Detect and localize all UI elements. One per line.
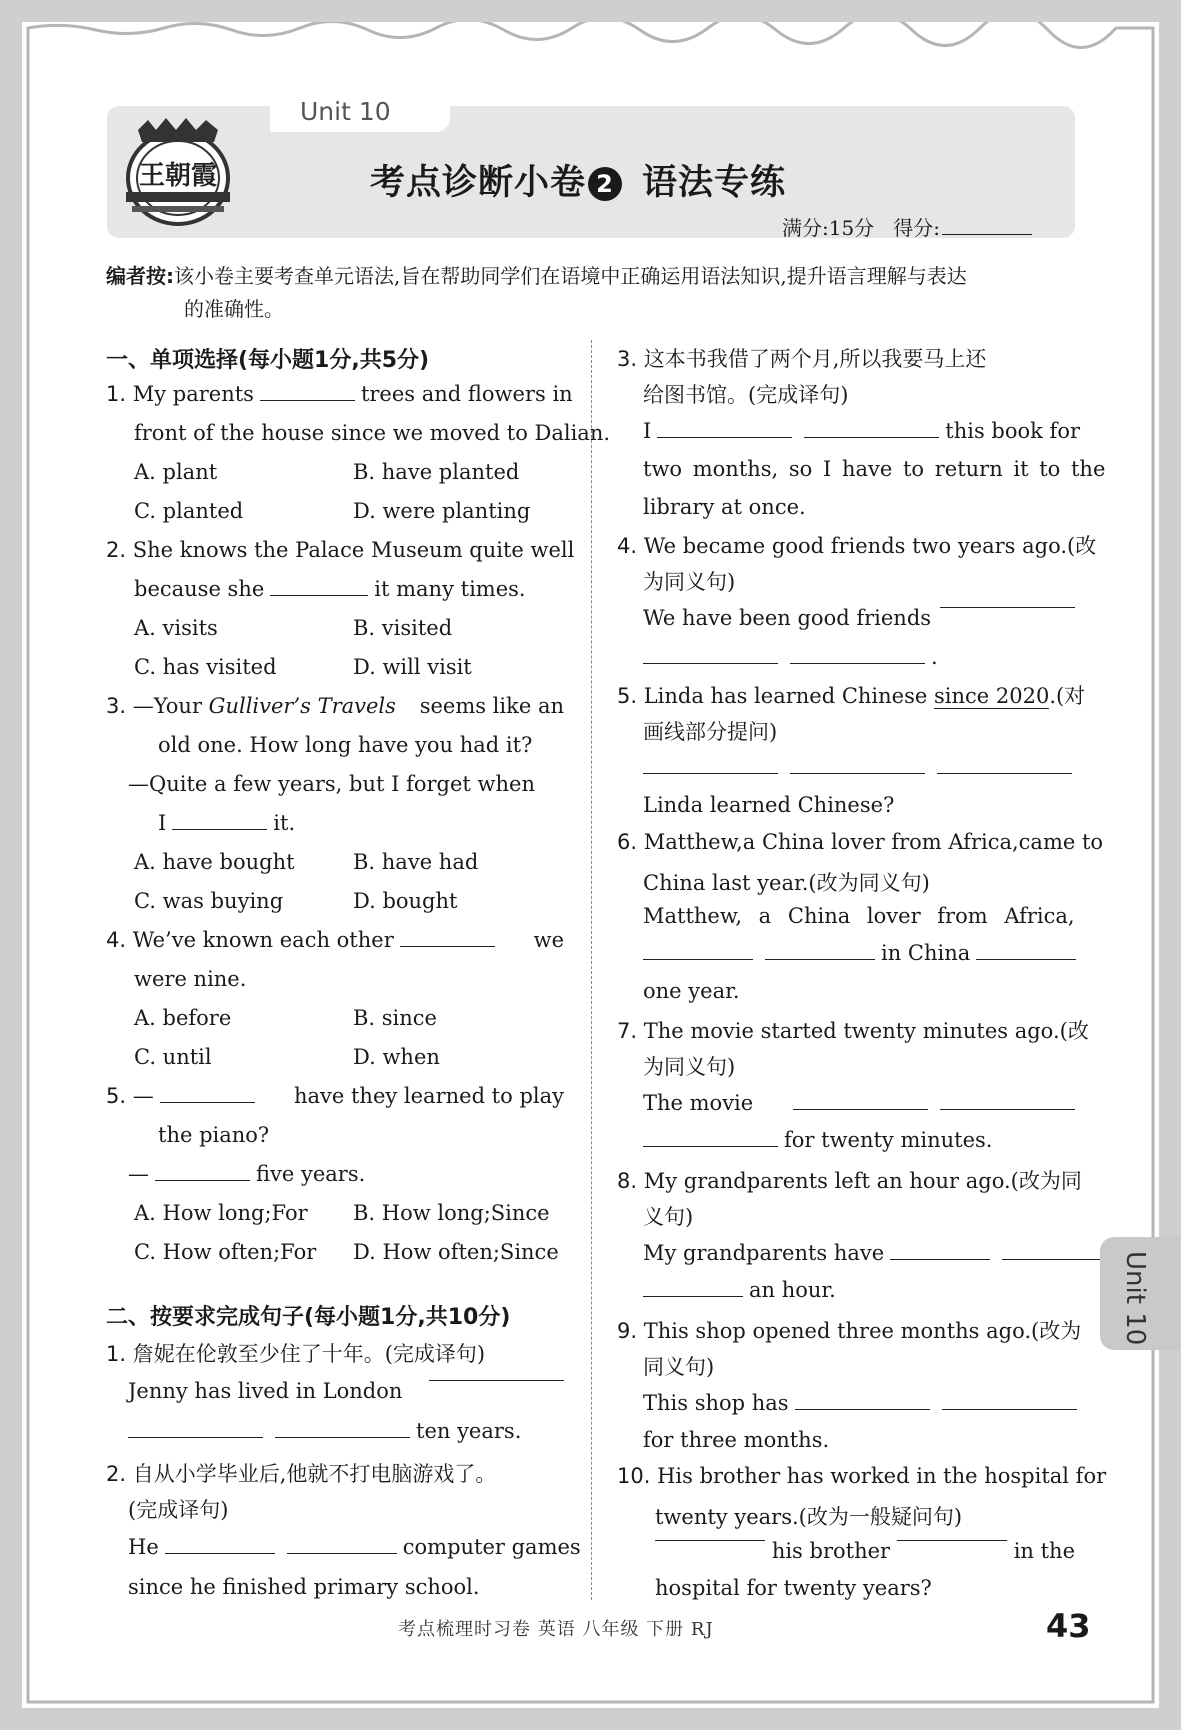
question-line: 3. 这本书我借了两个月,所以我要马上还	[617, 347, 987, 371]
question-line: 1. My parents trees and flowers in	[106, 382, 573, 406]
question-line: 7. The movie started twenty minutes ago.(改	[617, 1019, 1089, 1043]
section-heading: 一、单项选择(每小题1分,共5分)	[106, 348, 430, 373]
question-line: 2. 自从小学毕业后,他就不打电脑游戏了。	[106, 1462, 497, 1486]
page-title: 考点诊断小卷 2 语法专练	[370, 163, 787, 203]
question-line: 4. We became good friends two years ago.(改	[617, 534, 1097, 558]
section-heading: 二、按要求完成句子(每小题1分,共10分)	[106, 1305, 511, 1330]
publisher-logo-icon	[118, 118, 238, 230]
page-number: 43	[1046, 1607, 1091, 1645]
question-line: 2. She knows the Palace Museum quite well	[106, 538, 575, 562]
question-line: 1. 詹妮在伦敦至少住了十年。(完成译句)	[106, 1342, 486, 1366]
svg-text:王朝霞: 王朝霞	[138, 161, 218, 191]
question-line: 3. —Your Gulliver’s Travels seems like an	[106, 694, 564, 718]
editor-note: 编者按:该小卷主要考查单元语法,旨在帮助同学们在语境中正确运用语法知识,提升语言理解与表达 的准确性。	[106, 264, 967, 321]
footer-text: 考点梳理时习卷 英语 八年级 下册 RJ	[398, 1619, 714, 1640]
unit-label: Unit 10	[270, 92, 450, 132]
question-line: 6. Matthew,a China lover from Africa,came to	[617, 830, 1104, 854]
unit-side-tab: Unit 10	[1100, 1237, 1180, 1350]
question-line: 4. We’ve known each other we	[106, 928, 564, 952]
question-line: 10. His brother has worked in the hospital for	[617, 1464, 1107, 1488]
question-line: 5. Linda has learned Chinese since 2020.(对	[617, 684, 1086, 708]
question-line: 8. My grandparents left an hour ago.(改为同	[617, 1169, 1082, 1193]
question-line: 5. — have they learned to play	[106, 1084, 564, 1108]
question-line: 9. This shop opened three months ago.(改为	[617, 1319, 1082, 1343]
number-badge: 2	[588, 167, 622, 201]
score-line: 满分:15分 得分:	[782, 212, 1038, 241]
column-divider	[591, 340, 592, 1600]
